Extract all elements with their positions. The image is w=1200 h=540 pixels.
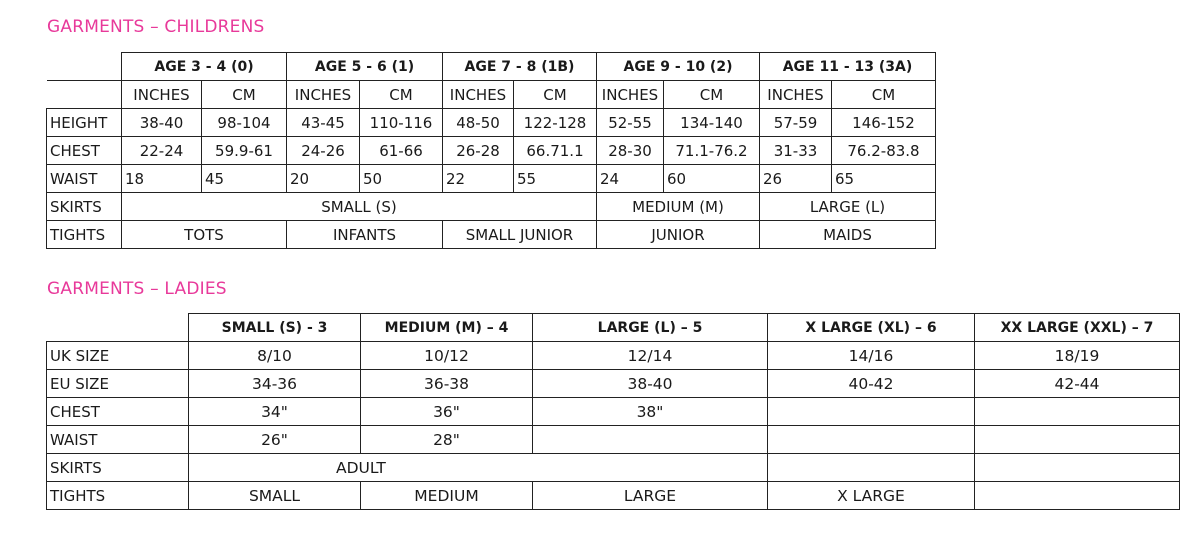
- row-label: CHEST: [47, 398, 189, 426]
- table-cell: 12/14: [533, 342, 768, 370]
- row-label: EU SIZE: [47, 370, 189, 398]
- age-header: AGE 3 - 4 (0): [122, 53, 287, 81]
- table-cell: 28-30: [597, 137, 664, 165]
- table-cell: 61-66: [360, 137, 443, 165]
- table-row: [47, 137, 936, 165]
- table-cell: SMALL (S): [122, 193, 597, 221]
- table-cell: 76.2-83.8: [832, 137, 936, 165]
- unit-header: CM: [664, 81, 760, 109]
- blank-corner: [47, 81, 122, 109]
- table-cell: 110-116: [360, 109, 443, 137]
- table-cell: 50: [360, 165, 443, 193]
- table-cell: SMALL JUNIOR: [443, 221, 597, 249]
- table-cell: 28": [361, 426, 533, 454]
- row-label: SKIRTS: [47, 193, 122, 221]
- size-header: X LARGE (XL) – 6: [768, 314, 975, 342]
- table-cell: 26: [760, 165, 832, 193]
- table-cell: ADULT: [189, 454, 768, 482]
- table-cell: 71.1-76.2: [664, 137, 760, 165]
- table-cell: 31-33: [760, 137, 832, 165]
- table-row: [47, 342, 1180, 370]
- ladies-heading: GARMENTS – LADIES: [47, 279, 227, 299]
- table-cell: JUNIOR: [597, 221, 760, 249]
- table-cell: [975, 454, 1180, 482]
- table-cell: 26": [189, 426, 361, 454]
- table-cell: 14/16: [768, 342, 975, 370]
- row-label: TIGHTS: [47, 482, 189, 510]
- table-cell: 26-28: [443, 137, 514, 165]
- table-cell: 57-59: [760, 109, 832, 137]
- table-cell: LARGE (L): [760, 193, 936, 221]
- table-cell: X LARGE: [768, 482, 975, 510]
- unit-header: INCHES: [443, 81, 514, 109]
- table-cell: 22-24: [122, 137, 202, 165]
- size-header: LARGE (L) – 5: [533, 314, 768, 342]
- table-cell: 18: [122, 165, 202, 193]
- table-cell: MEDIUM (M): [597, 193, 760, 221]
- table-cell: [768, 426, 975, 454]
- table-cell: 24-26: [287, 137, 360, 165]
- skirts-row: [47, 454, 1180, 482]
- table-cell: [768, 398, 975, 426]
- table-row: [47, 165, 936, 193]
- table-cell: [768, 454, 975, 482]
- blank-corner: [47, 314, 189, 342]
- table-cell: [533, 426, 768, 454]
- table-cell: 8/10: [189, 342, 361, 370]
- table-cell: 36-38: [361, 370, 533, 398]
- table-cell: 24: [597, 165, 664, 193]
- table-cell: MEDIUM: [361, 482, 533, 510]
- table-cell: 59.9-61: [202, 137, 287, 165]
- table-row: [47, 398, 1180, 426]
- size-header: XX LARGE (XXL) – 7: [975, 314, 1180, 342]
- table-cell: 34": [189, 398, 361, 426]
- table-cell: 43-45: [287, 109, 360, 137]
- age-header: AGE 5 - 6 (1): [287, 53, 443, 81]
- table-cell: 60: [664, 165, 760, 193]
- childrens-size-table: [46, 52, 936, 249]
- table-cell: LARGE: [533, 482, 768, 510]
- row-label: WAIST: [47, 165, 122, 193]
- age-header-row: [47, 53, 936, 81]
- table-row: [47, 426, 1180, 454]
- row-label: TIGHTS: [47, 221, 122, 249]
- table-cell: 18/19: [975, 342, 1180, 370]
- table-cell: [975, 482, 1180, 510]
- table-cell: 10/12: [361, 342, 533, 370]
- table-cell: MAIDS: [760, 221, 936, 249]
- row-label: UK SIZE: [47, 342, 189, 370]
- table-cell: INFANTS: [287, 221, 443, 249]
- unit-header: INCHES: [122, 81, 202, 109]
- table-cell: 36": [361, 398, 533, 426]
- row-label: HEIGHT: [47, 109, 122, 137]
- table-cell: SMALL: [189, 482, 361, 510]
- table-cell: 48-50: [443, 109, 514, 137]
- ladies-size-table: [46, 313, 1180, 510]
- size-header-row: [47, 314, 1180, 342]
- unit-header: INCHES: [760, 81, 832, 109]
- table-cell: 38-40: [533, 370, 768, 398]
- unit-header: CM: [202, 81, 287, 109]
- table-cell: 52-55: [597, 109, 664, 137]
- table-cell: 66.71.1: [514, 137, 597, 165]
- table-cell: 38": [533, 398, 768, 426]
- table-cell: [975, 426, 1180, 454]
- blank-corner: [47, 53, 122, 81]
- table-cell: 65: [832, 165, 936, 193]
- row-label: SKIRTS: [47, 454, 189, 482]
- unit-header: INCHES: [597, 81, 664, 109]
- table-cell: 40-42: [768, 370, 975, 398]
- unit-header: CM: [360, 81, 443, 109]
- size-header: SMALL (S) - 3: [189, 314, 361, 342]
- row-label: WAIST: [47, 426, 189, 454]
- table-cell: 98-104: [202, 109, 287, 137]
- childrens-heading: GARMENTS – CHILDRENS: [47, 17, 265, 37]
- table-row: [47, 370, 1180, 398]
- table-cell: [975, 398, 1180, 426]
- row-label: CHEST: [47, 137, 122, 165]
- table-cell: 122-128: [514, 109, 597, 137]
- table-cell: 20: [287, 165, 360, 193]
- age-header: AGE 9 - 10 (2): [597, 53, 760, 81]
- table-cell: 38-40: [122, 109, 202, 137]
- table-cell: 45: [202, 165, 287, 193]
- age-header: AGE 7 - 8 (1B): [443, 53, 597, 81]
- size-header: MEDIUM (M) – 4: [361, 314, 533, 342]
- unit-header: CM: [832, 81, 936, 109]
- unit-header: CM: [514, 81, 597, 109]
- table-cell: 55: [514, 165, 597, 193]
- age-header: AGE 11 - 13 (3A): [760, 53, 936, 81]
- table-cell: 146-152: [832, 109, 936, 137]
- table-cell: TOTS: [122, 221, 287, 249]
- table-cell: 134-140: [664, 109, 760, 137]
- table-cell: 34-36: [189, 370, 361, 398]
- unit-header: INCHES: [287, 81, 360, 109]
- tights-row: [47, 482, 1180, 510]
- skirts-row: [47, 193, 936, 221]
- table-cell: 42-44: [975, 370, 1180, 398]
- table-row: [47, 109, 936, 137]
- table-cell: 22: [443, 165, 514, 193]
- unit-header-row: [47, 81, 936, 109]
- tights-row: [47, 221, 936, 249]
